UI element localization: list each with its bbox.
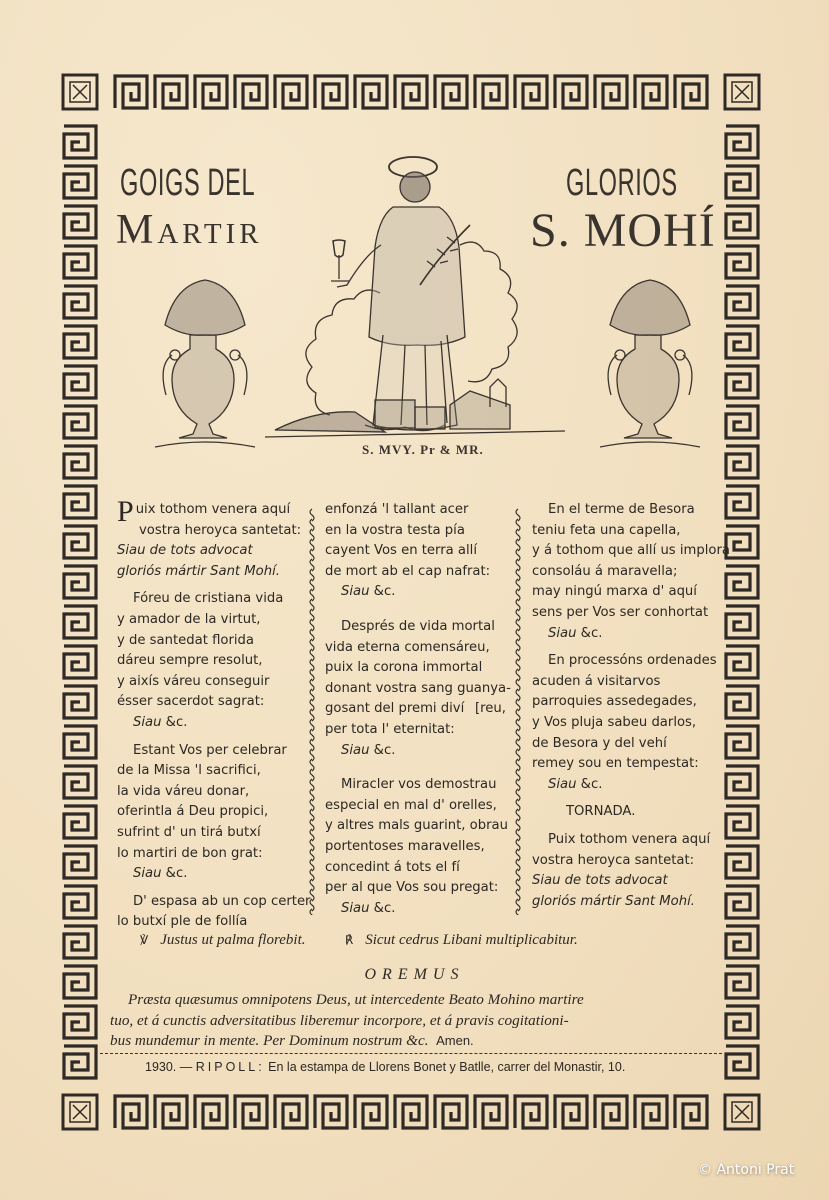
greek-key-tile [355,76,387,108]
verse-line: Puix tothom venera aquí [548,831,711,847]
verse-line: D' espasa ab un cop certer [133,893,311,909]
greek-key-tile [726,726,758,758]
greek-key-tile [595,76,627,108]
greek-key-tile [64,326,96,358]
greek-key-tile [64,886,96,918]
greek-key-tile [395,1096,427,1128]
greek-key-tile [515,1096,547,1128]
greek-key-tile [64,686,96,718]
verse-line: cayent Vos en terra allí [325,543,478,559]
greek-key-tile [195,1096,227,1128]
greek-key-tile [64,366,96,398]
greek-key-tile [64,646,96,678]
greek-key-tile [435,76,467,108]
verse-line: y de santedat florida [117,632,254,648]
response-symbol: ℟ [345,933,354,947]
refrain-word: Siau [341,584,370,600]
greek-key-tile [275,1096,307,1128]
verse-line: enfonzá 'l tallant acer [325,502,469,517]
verse-line: parroquies assedegades, [532,694,697,710]
refrain-word: Siau [341,900,370,916]
greek-key-tile [315,1096,347,1128]
greek-key-tile [64,726,96,758]
greek-key-tile [64,1006,96,1038]
greek-key-tile [64,766,96,798]
greek-key-tile [635,1096,667,1128]
verse-column-2 [325,500,511,919]
verse-line: gosant del premi diví [reu, [325,699,511,720]
greek-key-tile [726,366,758,398]
copyright-watermark: © Antoni Prat [698,1162,795,1178]
greek-key-tile [726,886,758,918]
greek-key-tile [675,76,707,108]
greek-key-tile [235,1096,267,1128]
verse-line: en la vostra testa pía [325,522,465,538]
verse-line: dáreu sempre resolut, [117,653,263,669]
illustration-caption: S. MVY. Pr & MR. [362,442,484,457]
greek-key-tile [726,566,758,598]
greek-key-tile [515,76,547,108]
verse-line: y amador de la virtut, [117,611,261,627]
response: ℟ Sicut cedrus Libani multiplicabitur. [345,932,578,948]
refrain: Siau &c. [548,776,603,792]
greek-key-tile [64,806,96,838]
greek-key-tile [726,1006,758,1038]
oremus-prayer [110,990,718,1052]
border-corner-ornament [63,75,97,109]
greek-key-tile [635,76,667,108]
refrain: Siau &c. [341,584,396,600]
verse-line: portentoses maravelles, [325,838,485,854]
vine-ornament-right [513,505,523,915]
refrain-word: Siau [548,625,577,641]
greek-key-tile [64,166,96,198]
verse-line: per al que Vos sou pregat: [325,880,499,896]
greek-key-tile [555,76,587,108]
oremus-heading: OREMUS [364,966,465,983]
verse-line: y Vos pluja sabeu darlos, [532,714,697,730]
greek-key-tile [475,76,507,108]
verse-column-3 [532,500,730,912]
greek-key-tile [115,1096,147,1128]
tornada-heading: TORNADA. [566,804,636,820]
border-corner-ornament [63,1095,97,1129]
greek-key-tile [355,1096,387,1128]
verse-line: especial en mal d' orelles, [325,797,497,813]
greek-key-tile [595,1096,627,1128]
greek-key-tile [195,76,227,108]
verse-line: gloriós mártir Sant Mohí. [532,893,695,909]
verse-line: sufrint d' un tirá butxí [117,824,261,840]
versicle-symbol: ℣ [140,933,149,947]
greek-key-tile [475,1096,507,1128]
greek-key-tile [726,646,758,678]
title-goigs-del: GOIGS DEL [120,162,256,204]
verse-line: oferintla á Deu propici, [117,804,269,820]
greek-key-tile [675,1096,707,1128]
verse-line: Puix tothom venera aquí [117,495,291,528]
verse-line: per tota l' eternitat: [325,721,455,737]
verse-line: consoláu á maravella; [532,563,678,579]
verse-line: lo martiri de bon grat: [117,845,263,861]
divider-rule [100,1053,722,1054]
verse-line: de la Missa 'l sacrifici, [117,763,261,779]
verse-line: donant vostra sang guanya- [325,680,511,696]
verse-line: sens per Vos ser conhortat [532,604,709,620]
verse-column-1 [117,495,311,933]
refrain-word: Siau [133,714,162,730]
greek-key-tile [64,406,96,438]
greek-key-tile [726,286,758,318]
greek-key-tile [155,1096,187,1128]
greek-key-tile [726,766,758,798]
title-glorios: GLORIOS [566,162,678,204]
verse-line: de Besora y del vehí [532,735,667,751]
greek-key-tile [64,206,96,238]
title-martir: Martir [116,207,263,253]
verse-line: gloriós mártir Sant Mohí. [117,563,280,579]
carry-over: [reu, [475,701,506,717]
border-corner-ornament [725,75,759,109]
drop-cap: P [117,495,134,528]
verse-line: acuden á visitarvos [532,673,661,689]
verse-line: la vida váreu donar, [117,783,250,799]
greek-key-tile [726,606,758,638]
greek-key-tile [726,1046,758,1078]
greek-key-tile [235,76,267,108]
greek-key-tile [726,446,758,478]
printer-imprint: 1930. — RIPOLL: En la estampa de Llorens Bonet y Batlle, carrer del Monastir, 10. [145,1060,626,1074]
verse-line: de mort ab el cap nafrat: [325,563,491,579]
verse-line: En el terme de Besora [548,502,695,517]
greek-key-tile [726,846,758,878]
greek-key-tile [726,166,758,198]
greek-key-tile [726,686,758,718]
verse-line: vida eterna comensáreu, [325,639,490,655]
refrain: Siau &c. [341,900,396,916]
greek-key-tile [64,1046,96,1078]
verse-line: puix la corona immortal [325,660,483,676]
verse-line: lo butxí ple de follía [117,914,248,930]
refrain: Siau &c. [133,714,188,730]
verse-line: remey sou en tempestat: [532,756,699,772]
prayer-line: bus mundemur in mente. Per Dominum nostrum &c. Amen. [110,1032,474,1049]
greek-key-tile [64,926,96,958]
cloud-right [460,242,517,382]
greek-key-tile [726,406,758,438]
verse-line: Siau de tots advocat [117,543,253,559]
amen: Amen. [436,1033,474,1048]
verse-line: teniu feta una capella, [532,522,681,538]
greek-key-tile [64,846,96,878]
verse-line: y altres mals guarint, obrau [325,818,508,834]
verse-line: ésser sacerdot sagrat: [117,694,265,710]
refrain-word: Siau [548,776,577,792]
flower-vase-left [145,275,265,455]
greek-key-tile [315,76,347,108]
verse-line: Fóreu de cristiana vida [133,591,284,607]
verse-line: y á tothom que allí us implora [532,543,730,559]
greek-key-tile [64,246,96,278]
greek-key-tile [275,76,307,108]
verse-line: y aixís váreu conseguir [117,673,270,689]
greek-key-tile [64,566,96,598]
greek-key-tile [395,76,427,108]
verse-line: vostra heroyca santetat: [532,852,695,868]
saint-illustration [255,145,575,445]
greek-key-tile [115,76,147,108]
greek-key-tile [726,806,758,838]
prayer-line: tuo, et á cunctis adversitatibus liberemur incorpore, et á pravis cogitationi- [110,1011,569,1029]
verse-line: may ningú marxa d' aquí [532,584,697,600]
greek-key-tile [726,526,758,558]
verse-line: vostra heroyca santetat: [139,522,302,538]
versicle: ℣ Justus ut palma florebit. [140,932,306,948]
greek-key-tile [64,526,96,558]
greek-key-tile [64,286,96,318]
refrain-word: Siau [133,866,162,882]
verse-line: Miracler vos demostrau [341,777,497,793]
verse-line: Siau de tots advocat [532,873,668,889]
refrain: Siau &c. [341,742,396,758]
greek-key-tile [726,126,758,158]
cloud-left [306,290,380,415]
greek-key-tile [435,1096,467,1128]
greek-key-tile [555,1096,587,1128]
refrain-word: Siau [341,742,370,758]
verse-line: En processóns ordenades [548,653,717,669]
prayer-line: Præsta quæsumus omnipotens Deus, ut intercedente Beato Mohino martire [128,991,584,1008]
verse-line: concedint á tots el fí [325,859,460,875]
title-s-mohi: S. MOHÍ [530,204,716,257]
greek-key-tile [726,326,758,358]
greek-key-tile [155,76,187,108]
greek-key-tile [726,206,758,238]
flower-vase-right [590,275,710,455]
greek-key-tile [726,486,758,518]
border-corner-ornament [725,1095,759,1129]
greek-key-tile [726,246,758,278]
verse-line: Estant Vos per celebrar [133,742,287,758]
greek-key-tile [64,126,96,158]
refrain: Siau &c. [133,866,188,882]
refrain: Siau &c. [548,625,603,641]
greek-key-tile [726,926,758,958]
greek-key-tile [64,486,96,518]
verse-line: Després de vida mortal [341,618,495,634]
greek-key-tile [64,446,96,478]
greek-key-tile [64,606,96,638]
